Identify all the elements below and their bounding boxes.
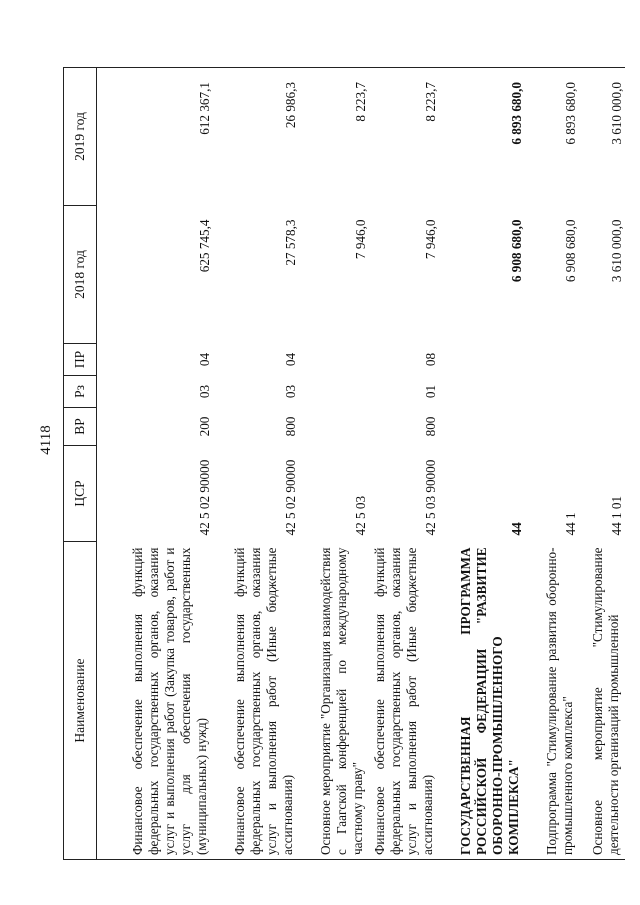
row-vr <box>579 408 625 446</box>
page-number: 4118 <box>38 425 54 455</box>
row-name: Основное мероприятие "Стимулирование деятельности организаций промышленной <box>579 542 625 860</box>
budget-table <box>63 67 625 860</box>
row-vr <box>439 408 525 446</box>
row-csr: 44 1 <box>563 512 578 536</box>
table-row <box>213 68 299 860</box>
row-rz <box>579 376 625 408</box>
row-2019: 6 893 680,0 <box>525 68 579 206</box>
row-2019: 3 610 000,0 <box>579 68 625 206</box>
header-vr: ВР <box>64 408 97 446</box>
header-2019: 2019 год <box>64 68 97 206</box>
row-2019: 612 367,1 <box>97 68 214 206</box>
row-2018: 7 946,0 <box>353 219 368 260</box>
table-row <box>299 68 369 860</box>
row-csr: 42 5 03 90000 <box>423 459 438 536</box>
table-row <box>579 68 625 860</box>
row-2019: 8 223,7 <box>369 68 439 206</box>
row-2018: 6 908 680,0 <box>509 219 524 283</box>
row-rz: 03 <box>197 384 212 399</box>
row-2018: 625 745,4 <box>197 219 212 273</box>
row-2018: 6 908 680,0 <box>563 219 578 283</box>
header-pr: ПР <box>64 344 97 376</box>
row-vr: 800 <box>423 416 438 437</box>
table-row <box>369 68 439 860</box>
row-rz <box>299 376 369 408</box>
header-2018: 2018 год <box>64 206 97 344</box>
header-name: Наименование <box>64 542 97 860</box>
row-pr <box>579 344 625 376</box>
table-header-row <box>64 68 97 860</box>
row-name: Финансовое обеспечение выполнения функций федеральных государственных органов, оказания услуг и выполнения работ (Закупка товаров, работ и услуг для обеспечения государственных (муниципальных) нужд) <box>97 542 214 860</box>
row-pr: 08 <box>423 352 438 367</box>
row-pr <box>439 344 525 376</box>
row-2018: 7 946,0 <box>423 219 438 260</box>
row-csr: 42 5 02 90000 <box>197 459 212 536</box>
row-vr: 200 <box>197 416 212 437</box>
row-2018: 27 578,3 <box>283 219 298 266</box>
row-name: Финансовое обеспечение выполнения функций федеральных государственных органов, оказания услуг и выполнения работ (Иные бюджетные ассигнования) <box>213 542 299 860</box>
budget-table-page <box>63 68 624 860</box>
row-csr: 42 5 02 90000 <box>283 459 298 536</box>
row-csr: 44 <box>509 522 524 536</box>
row-csr: 42 5 03 <box>353 495 368 536</box>
row-pr: 04 <box>283 352 298 367</box>
row-pr <box>299 344 369 376</box>
header-csr: ЦСР <box>64 446 97 542</box>
row-vr: 800 <box>283 416 298 437</box>
row-vr <box>525 408 579 446</box>
row-2019: 6 893 680,0 <box>439 68 525 206</box>
row-2019: 8 223,7 <box>299 68 369 206</box>
row-csr: 44 1 01 <box>609 495 624 536</box>
row-name: ГОСУДАРСТВЕННАЯ ПРОГРАММА РОССИЙСКОЙ ФЕДЕРАЦИИ "РАЗВИТИЕ ОБОРОННО-ПРОМЫШЛЕННОГО КОМПЛЕКСА" <box>439 542 525 860</box>
header-rz: Рз <box>64 376 97 408</box>
row-name: Основное мероприятие "Организация взаимодействия с Гаагской конференцией по международному частному праву" <box>299 542 369 860</box>
row-name: Финансовое обеспечение выполнения функций федеральных государственных органов, оказания услуг и выполнения работ (Иные бюджетные ассигнования) <box>369 542 439 860</box>
table-row <box>439 68 525 860</box>
row-rz <box>439 376 525 408</box>
row-rz: 01 <box>423 384 438 399</box>
row-2018: 3 610 000,0 <box>609 219 624 283</box>
row-name: Подпрограмма "Стимулирование развития оборонно-промышленного комплекса" <box>525 542 579 860</box>
row-pr: 04 <box>197 352 212 367</box>
row-rz: 03 <box>283 384 298 399</box>
row-2019: 26 986,3 <box>213 68 299 206</box>
row-vr <box>299 408 369 446</box>
table-row <box>97 68 214 860</box>
row-rz <box>525 376 579 408</box>
row-pr <box>525 344 579 376</box>
table-row <box>525 68 579 860</box>
